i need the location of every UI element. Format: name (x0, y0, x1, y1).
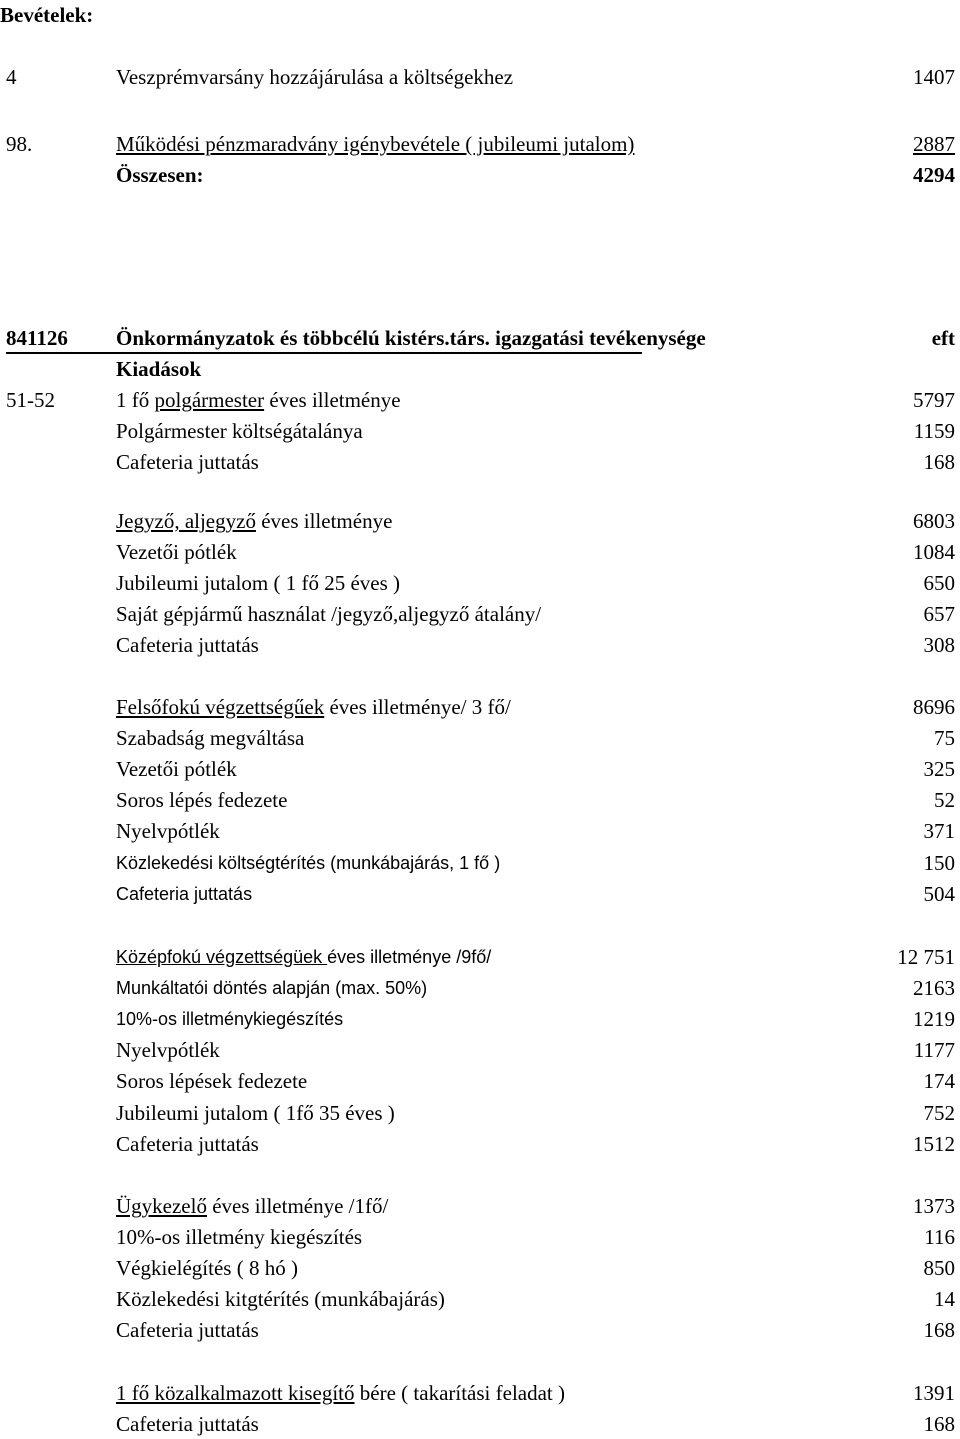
expense-row (0, 385, 960, 415)
expense-label-part: Végkielégítés ( 8 hó ) (116, 1256, 298, 1280)
expense-row (0, 848, 960, 878)
expense-label-part: Cafeteria juttatás (116, 1132, 259, 1156)
expense-row (0, 1378, 960, 1408)
expense-label (116, 1222, 362, 1252)
expense-value: 116 (924, 1225, 955, 1249)
expense-value: 168 (923, 1318, 955, 1342)
row-code: 98. (6, 132, 33, 156)
expense-row (0, 599, 960, 629)
expense-value: 8696 (913, 695, 955, 719)
expense-label-part: Vezetői pótlék (116, 757, 237, 781)
expense-label-part: polgármester (154, 388, 265, 412)
expense-label-part: Nyelvpótlék (116, 819, 220, 843)
expense-value: 5797 (913, 388, 955, 412)
expense-label (116, 1253, 298, 1283)
expense-label (116, 1284, 445, 1314)
expense-label (116, 1315, 259, 1345)
expense-value: 371 (923, 819, 955, 843)
expense-label (116, 1098, 395, 1128)
expense-value: 1373 (913, 1194, 955, 1218)
expense-row (0, 1409, 960, 1439)
range-code: 51-52 (6, 388, 55, 412)
expense-label (116, 785, 287, 815)
expense-label (116, 568, 400, 598)
expense-label-part: Cafeteria juttatás (116, 1412, 259, 1436)
section-code: 841126 (6, 326, 68, 350)
expense-label (116, 879, 252, 909)
expense-value: 1391 (913, 1381, 955, 1405)
expense-row (0, 537, 960, 567)
expense-value: 850 (923, 1256, 955, 1280)
expense-value: 325 (923, 757, 955, 781)
row-label: Működési pénzmaradvány igénybevétele ( jubileumi jutalom) (116, 132, 635, 156)
expense-row (0, 1129, 960, 1159)
expense-row (0, 692, 960, 722)
expense-label-part: 1 fő (116, 388, 155, 412)
expense-label-part: Felsőfokú végzettségűek (116, 695, 325, 719)
section-subheading: Kiadások (116, 357, 202, 381)
row-value: 2887 (913, 132, 955, 156)
expense-label (116, 1129, 259, 1159)
expense-label-part: Jegyző, aljegyző (116, 509, 256, 533)
expense-value: 12 751 (897, 945, 955, 969)
expense-label (116, 385, 401, 415)
expense-label-part: Cafeteria juttatás (116, 633, 259, 657)
expense-label (116, 599, 541, 629)
expense-label-part: Ügykezelő (116, 1194, 207, 1218)
income-total-row (0, 160, 960, 190)
expense-label (116, 1378, 565, 1408)
income-row (0, 129, 960, 159)
expense-label (116, 416, 363, 446)
expense-value: 6803 (913, 509, 955, 533)
expense-label-part: Vezetői pótlék (116, 540, 237, 564)
expense-value: 650 (923, 571, 955, 595)
expense-label-part: éves illetménye /9fő/ (327, 947, 492, 967)
expense-label (116, 973, 427, 1003)
expense-row (0, 1222, 960, 1252)
expense-value: 150 (923, 851, 955, 875)
expense-row (0, 416, 960, 446)
expense-row (0, 785, 960, 815)
expense-row (0, 568, 960, 598)
row-code: 4 (6, 65, 17, 89)
expense-row (0, 1284, 960, 1314)
row-value: 1407 (913, 65, 955, 89)
expense-value: 1512 (913, 1132, 955, 1156)
expense-label-part: Saját gépjármű használat /jegyző,aljegyző átalány/ (116, 602, 542, 626)
expense-label-part: Cafeteria juttatás (116, 450, 259, 474)
expense-label (116, 537, 237, 567)
expense-value: 168 (923, 1412, 955, 1436)
expense-value: 752 (923, 1101, 955, 1125)
expense-value: 1159 (913, 419, 955, 443)
expense-value: 75 (934, 726, 955, 750)
expense-row (0, 1315, 960, 1345)
expense-row (0, 1191, 960, 1221)
expense-value: 657 (923, 602, 955, 626)
expense-label-part: bére ( takarítási feladat ) (354, 1381, 565, 1405)
expense-label-part: 10%-os illetménykiegészítés (116, 1009, 344, 1029)
expense-label (116, 754, 237, 784)
section-subheading-row (0, 354, 960, 384)
expense-row (0, 630, 960, 660)
expense-value: 1177 (913, 1038, 955, 1062)
expense-label (116, 1035, 220, 1065)
expense-label-part: Soros lépések fedezete (116, 1069, 308, 1093)
expense-row (0, 973, 960, 1003)
expense-value: 1084 (913, 540, 955, 564)
expense-row (0, 816, 960, 846)
expense-label (116, 1409, 259, 1439)
expense-row (0, 1253, 960, 1283)
expense-label-part: Közlekedési költségtérítés (munkábajárás, 1 fő ) (116, 853, 501, 873)
expense-label-part: Polgármester költségátalánya (116, 419, 363, 443)
expense-label (116, 506, 392, 536)
expense-value: 52 (934, 788, 955, 812)
expense-row (0, 1066, 960, 1096)
expense-label-part: Cafeteria juttatás (116, 884, 253, 904)
expense-value: 168 (923, 450, 955, 474)
expense-label (116, 447, 259, 477)
expense-label-part: Középfokú végzettségüek (116, 947, 328, 967)
expense-label (116, 630, 259, 660)
income-heading: Bevételek: (0, 3, 94, 27)
row-label: Veszprémvarsány hozzájárulása a költségekhez (116, 65, 514, 89)
expense-label (116, 1191, 388, 1221)
expense-label-part: Cafeteria juttatás (116, 1318, 259, 1342)
expense-row (0, 879, 960, 909)
expense-value: 1219 (913, 1007, 955, 1031)
expense-label (116, 942, 491, 972)
income-heading-row (0, 0, 960, 30)
expense-value: 504 (923, 882, 955, 906)
expense-row (0, 1035, 960, 1065)
expense-row (0, 1004, 960, 1034)
expense-label-part: Soros lépés fedezete (116, 788, 288, 812)
expense-label-part: Jubileumi jutalom ( 1fő 35 éves ) (116, 1101, 395, 1125)
expense-label-part: éves illetménye /1fő/ (206, 1194, 389, 1218)
expense-value: 174 (923, 1069, 955, 1093)
expense-label (116, 1066, 307, 1096)
expense-label-part: éves illetménye/ 3 fő/ (324, 695, 511, 719)
expense-label-part: Nyelvpótlék (116, 1038, 220, 1062)
expense-label (116, 848, 500, 878)
expense-value: 2163 (913, 976, 955, 1000)
expense-label (116, 723, 304, 753)
expense-label-part: Jubileumi jutalom ( 1 fő 25 éves ) (116, 571, 401, 595)
expense-row (0, 1098, 960, 1128)
expense-row (0, 723, 960, 753)
expense-label-part: éves illetménye (255, 509, 393, 533)
expense-value: 14 (934, 1287, 955, 1311)
section-title: Önkormányzatok és többcélú kistérs.társ. igazgatási tevékenysége (116, 326, 706, 350)
expense-label-part: 10%-os illetmény kiegészítés (116, 1225, 363, 1249)
expense-label-part: Közlekedési kitgtérítés (munkábajárás) (116, 1287, 445, 1311)
expense-label-part: Munkáltatói döntés alapján (max. 50%) (116, 978, 428, 998)
expense-label-part: éves illetménye (264, 388, 401, 412)
income-row (0, 62, 960, 92)
expense-row (0, 506, 960, 536)
total-value: 4294 (913, 163, 955, 187)
expense-label (116, 816, 220, 846)
expense-value: 308 (923, 633, 955, 657)
expense-row (0, 754, 960, 784)
section-title-row (0, 323, 960, 353)
expense-label-part: 1 fő közalkalmazott kisegítő (116, 1381, 355, 1405)
total-label: Összesen: (116, 163, 204, 187)
expense-label-part: Szabadság megváltása (116, 726, 305, 750)
expense-row (0, 942, 960, 972)
expense-label (116, 1004, 343, 1034)
expense-row (0, 447, 960, 477)
unit-label: eft (931, 326, 955, 350)
expense-label (116, 692, 511, 722)
